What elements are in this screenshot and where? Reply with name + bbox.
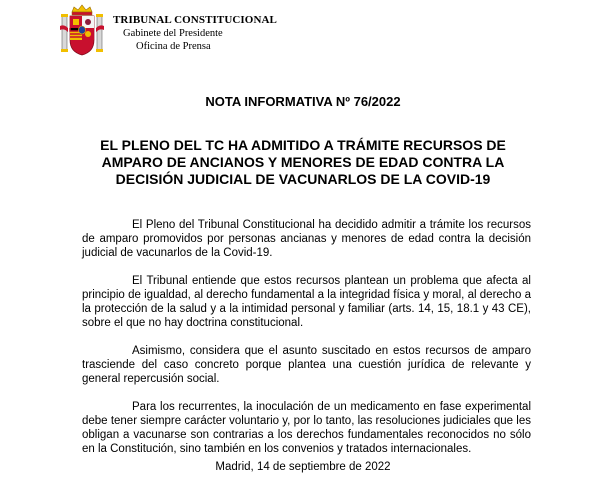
paragraph-3: Asimismo, considera que el asunto suscitado en estos recursos de amparo trasciende del caso concreto porque plantea una cuestión jurídica de relevante y general repercusión social. <box>82 345 531 385</box>
paragraph-2: El Tribunal entiende que estos recursos plantean un problema que afecta al principio de igualdad, al derecho fundamental a la integridad física y moral, al derecho a la protección de la salud y a la intimidad personal y familiar (arts. 14, 15, 18.1 y 43 CE), sobre el que no hay doctrina constitucional. <box>82 275 531 329</box>
institution-block <box>113 14 277 53</box>
date-line: Madrid, 14 de septiembre de 2022 <box>215 461 391 473</box>
note-title: NOTA INFORMATIVA Nº 76/2022 <box>205 94 401 109</box>
spanish-coat-of-arms-icon <box>60 4 104 58</box>
paragraph-1: El Pleno del Tribunal Constitucional ha decidido admitir a trámite los recursos de amparo promovidos por personas ancianas y menores de edad contra la decisión judicial de vacunarlos de la Covid-19. <box>82 219 531 259</box>
paragraph-4: Para los recurrentes, la inoculación de un medicamento en fase experimental debe tener siempre carácter voluntario y, por lo tanto, las resoluciones judiciales que les obligan a vacunarse son contrarias a los derechos fundamentales reconocidos no sólo en la Constitución, sino también en los convenios y tratados internacionales. <box>82 401 531 455</box>
body-text <box>82 218 531 470</box>
letterhead <box>60 4 360 58</box>
headline: EL PLENO DEL TC HA ADMITIDO A TRÁMITE RECURSOS DE AMPARO DE ANCIANOS Y MENORES DE EDAD CONTRA LA DECISIÓN JUDICIAL DE VACUNARLOS DE LA COVID-19 <box>100 137 506 187</box>
department-name: Gabinete del Presidente <box>123 28 223 39</box>
institution-name: TRIBUNAL CONSTITUCIONAL <box>113 14 277 26</box>
office-name: Oficina de Prensa <box>136 41 211 52</box>
